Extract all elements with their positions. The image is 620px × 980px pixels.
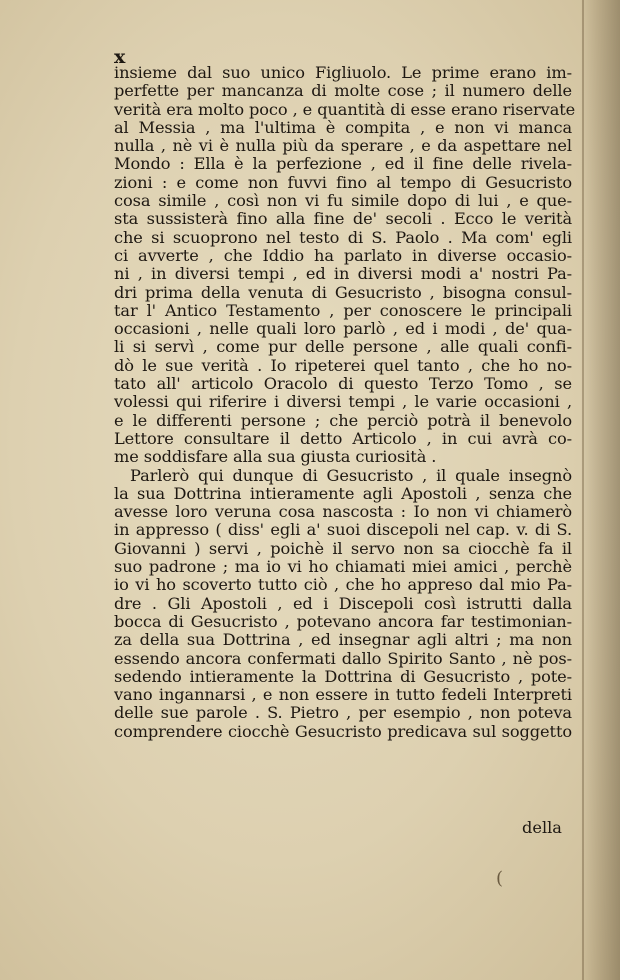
text-line: ni , in diversi tempi , ed in diversi modi a' nostri Pa- bbox=[114, 264, 572, 284]
text-line: suo padrone ; ma io vi ho chiamati miei amici , perchè bbox=[114, 557, 572, 577]
text-line: tar l' Antico Testamento , per conoscere le principali bbox=[114, 300, 572, 320]
text-line: bocca di Gesucristo , potevano ancora far testimonian- bbox=[114, 611, 572, 631]
text-line: comprendere ciocchè Gesucristo predicava sul soggetto bbox=[114, 721, 572, 741]
text-line: e le differenti persone ; che perciò potrà il benevolo bbox=[114, 410, 572, 430]
text-line: io vi ho scoverto tutto ciò , che ho appreso dal mio Pa- bbox=[114, 575, 572, 595]
page-number: x bbox=[114, 46, 126, 68]
body-text bbox=[114, 63, 576, 741]
page-edge-shadow bbox=[580, 0, 620, 980]
text-line: verità era molto poco , e quantità di esse erano riservate bbox=[114, 99, 576, 119]
text-line: al Messia , ma l'ultima è compita , e non vi manca bbox=[114, 117, 572, 137]
text-line: avesse loro veruna cosa nascosta : Io non vi chiamerò bbox=[114, 502, 572, 522]
text-line: vano ingannarsi , e non essere in tutto fedeli Interpreti bbox=[114, 685, 572, 705]
text-line: Giovanni ) servi , poichè il servo non sa ciocchè fa il bbox=[114, 538, 572, 558]
text-line: che si scuoprono nel testo di S. Paolo . Ma com' egli bbox=[114, 227, 572, 247]
text-line: sedendo intieramente la Dottrina di Gesucristo , pote- bbox=[114, 666, 572, 686]
text-line: insieme dal suo unico Figliuolo. Le prime erano im- bbox=[114, 63, 572, 82]
text-line: zioni : e come non fuvvi fino al tempo di Gesucristo bbox=[114, 172, 572, 192]
text-line: Lettore consultare il detto Articolo , in cui avrà co- bbox=[114, 428, 572, 448]
text-line: sta sussisterà fino alla fine de' secoli . Ecco le verità bbox=[114, 209, 572, 229]
text-line: occasioni , nelle quali loro parlò , ed i modi , de' qua- bbox=[114, 319, 572, 339]
text-line: cosa simile , così non vi fu simile dopo di lui , e que- bbox=[114, 191, 572, 211]
text-line: nulla , nè vi è nulla più da sperare , e da aspettare nel bbox=[114, 136, 572, 156]
text-line: li si servì , come pur delle persone , alle quali confi- bbox=[114, 337, 572, 357]
text-line: volessi qui riferire i diversi tempi , le varie occasioni , bbox=[114, 392, 572, 412]
text-line: Parlerò qui dunque di Gesucristo , il quale insegnò bbox=[130, 465, 572, 485]
text-line: la sua Dottrina intieramente agli Apostoli , senza che bbox=[114, 483, 572, 503]
text-line: dri prima della venuta di Gesucristo , bisogna consul- bbox=[114, 282, 572, 302]
stray-mark: ( bbox=[496, 868, 504, 889]
text-line: essendo ancora confermati dallo Spirito Santo , nè pos- bbox=[114, 648, 572, 668]
text-line: ci avverte , che Iddio ha parlato in diverse occasio- bbox=[114, 245, 572, 265]
text-line: dò le sue verità . Io ripeterei quel tanto , che ho no- bbox=[114, 355, 572, 375]
text-line: za della sua Dottrina , ed insegnar agli altri ; ma non bbox=[114, 630, 572, 650]
catchword: della bbox=[522, 818, 562, 837]
text-line: tato all' articolo Oracolo di questo Terzo Tomo , se bbox=[114, 374, 572, 394]
text-line: Mondo : Ella è la perfezione , ed il fine delle rivela- bbox=[114, 154, 572, 174]
text-line: in appresso ( diss' egli a' suoi discepoli nel cap. v. di S. bbox=[114, 520, 572, 540]
text-line: delle sue parole . S. Pietro , per esempio , non poteva bbox=[114, 703, 572, 723]
text-line: me soddisfare alla sua giusta curiosità . bbox=[114, 447, 437, 467]
text-line: perfette per mancanza di molte cose ; il numero delle bbox=[114, 81, 572, 101]
page-fold-line bbox=[582, 0, 584, 980]
text-line: dre . Gli Apostoli , ed i Discepoli così istrutti dalla bbox=[114, 593, 572, 613]
